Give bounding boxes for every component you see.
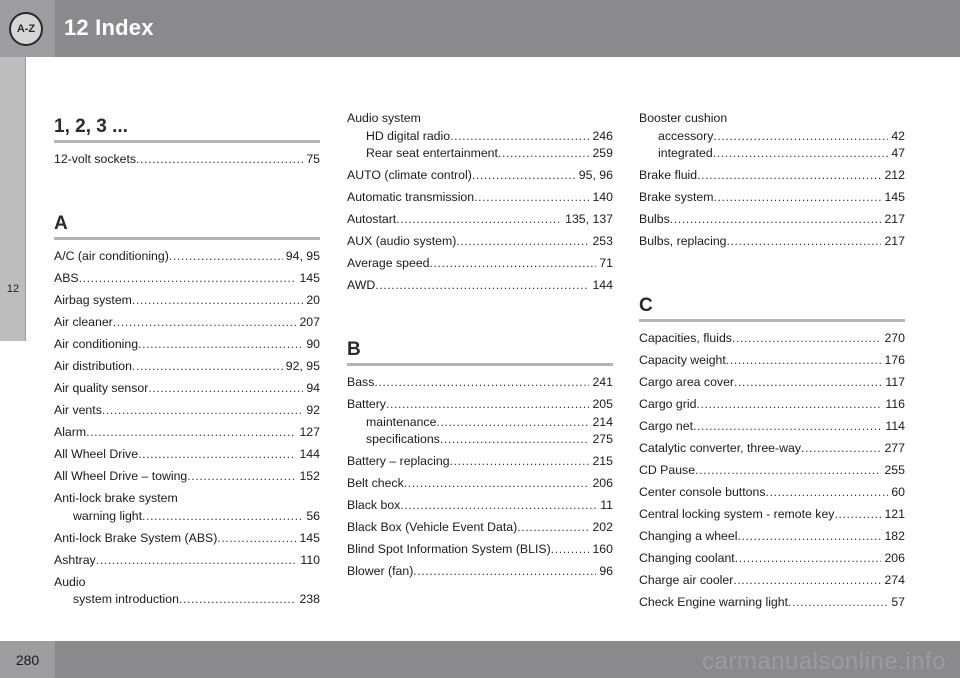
page-ref[interactable]: 56: [306, 508, 320, 523]
dot-leader: [834, 506, 881, 524]
dot-leader: [734, 374, 882, 392]
index-entry: [639, 189, 905, 211]
index-entry: [639, 396, 905, 418]
entry-text: Changing a wheel: [639, 529, 738, 543]
page-ref[interactable]: 127: [299, 425, 320, 439]
index-entry-line: [347, 475, 613, 493]
entry-text: Average speed: [347, 256, 430, 270]
dot-leader: [374, 374, 589, 392]
entry-text: Battery: [347, 397, 386, 411]
index-entry-line: [347, 453, 613, 471]
index-entry-line: [347, 189, 613, 207]
index-entry: [347, 563, 613, 585]
entry-text: Brake system: [639, 190, 714, 204]
dot-leader: [138, 446, 296, 464]
index-entry: [347, 211, 613, 233]
index-entry-line: [54, 574, 320, 592]
index-entry-line: [54, 358, 320, 376]
dot-leader: [132, 292, 303, 310]
index-entry-line: [639, 418, 905, 436]
index-entry: [54, 358, 320, 380]
index-entry-line: [347, 396, 613, 414]
dot-leader: [440, 431, 590, 449]
index-column-2: [347, 110, 613, 585]
index-entry: [639, 418, 905, 440]
index-column-3: [639, 110, 905, 616]
page-ref[interactable]: 116: [885, 397, 905, 411]
page-ref[interactable]: 95, 96: [578, 168, 613, 182]
page-ref[interactable]: 42: [891, 128, 905, 143]
entry-text: Blower (fan): [347, 564, 414, 578]
index-entry: [54, 446, 320, 468]
index-entry: [54, 552, 320, 574]
index-entry: [639, 167, 905, 189]
page-ref[interactable]: 114: [885, 419, 905, 433]
index-entry-line: [54, 270, 320, 288]
dot-leader: [474, 189, 589, 207]
entry-text: Capacity weight: [639, 353, 726, 367]
page-ref[interactable]: 110: [300, 552, 320, 567]
page-ref[interactable]: 145: [299, 271, 320, 285]
dot-leader: [517, 519, 589, 537]
index-entry-line: [639, 167, 905, 185]
page-ref[interactable]: 94: [306, 381, 320, 395]
page-ref[interactable]: 253: [592, 234, 613, 248]
dot-leader: [696, 396, 882, 414]
entry-text: AUTO (climate control): [347, 168, 472, 182]
dot-leader: [400, 497, 597, 515]
index-entry: [54, 490, 320, 530]
entry-text: Black Box (Vehicle Event Data): [347, 520, 518, 534]
entry-text: CD Pause: [639, 463, 696, 477]
entry-text: Bass: [347, 375, 375, 389]
dot-leader: [713, 189, 881, 207]
dot-leader: [436, 414, 589, 432]
index-entry: [54, 270, 320, 292]
index-entry: [54, 151, 320, 173]
page-ref[interactable]: 92: [306, 403, 320, 417]
entry-text: Black box: [347, 498, 401, 512]
index-entry: [54, 314, 320, 336]
section-spacer: [54, 173, 320, 207]
a-z-icon: A-Z: [9, 12, 43, 46]
section-heading: B: [347, 333, 613, 366]
index-entry-line: [347, 110, 613, 128]
entry-text: Cargo grid: [639, 397, 697, 411]
index-entry-line: [347, 497, 613, 515]
page-ref[interactable]: 214: [592, 414, 613, 429]
entry-text: Catalytic converter, three-way: [639, 441, 801, 455]
entry-text: integrated: [658, 146, 713, 160]
entry-text: HD digital radio: [366, 128, 451, 143]
page-ref[interactable]: 274: [884, 573, 905, 587]
index-entry: [347, 453, 613, 475]
entry-text: All Wheel Drive: [54, 447, 139, 461]
page-ref[interactable]: 160: [592, 542, 613, 556]
dot-leader: [132, 358, 283, 376]
dot-leader: [375, 277, 589, 295]
page-ref[interactable]: 176: [884, 353, 905, 367]
index-entry: [347, 167, 613, 189]
entry-text: Brake fluid: [639, 168, 698, 182]
dot-leader: [450, 128, 589, 146]
dot-leader: [450, 453, 590, 471]
index-entry: [54, 380, 320, 402]
entry-text: Alarm: [54, 425, 87, 439]
entry-text: Automatic transmission: [347, 190, 475, 204]
entry-text: ABS: [54, 271, 79, 285]
index-entry: [639, 594, 905, 616]
index-entry-line: [54, 248, 320, 266]
dot-leader: [801, 440, 881, 458]
entry-text: Audio: [54, 574, 86, 589]
index-entry-line: [347, 255, 613, 273]
dot-leader: [713, 128, 888, 146]
entry-text: Cargo area cover: [639, 375, 735, 389]
chapter-side-tab[interactable]: [0, 57, 26, 341]
index-entry-line: [639, 550, 905, 568]
page-ref[interactable]: 57: [891, 595, 905, 609]
index-entry-line: [54, 151, 320, 169]
page-ref[interactable]: 135, 137: [565, 212, 613, 226]
dot-leader: [472, 167, 576, 185]
page-ref[interactable]: 90: [306, 337, 320, 351]
side-tab-label: 12: [6, 283, 20, 295]
entry-text: Capacities, fluids: [639, 331, 732, 345]
section-heading: 1, 2, 3 ...: [54, 110, 320, 143]
index-entry: [54, 248, 320, 270]
index-entry-line: [347, 563, 613, 581]
dot-leader: [86, 424, 296, 442]
index-entry-line: [347, 233, 613, 251]
entry-text: Charge air cooler: [639, 573, 734, 587]
entry-text: Battery – replacing: [347, 454, 450, 468]
index-entry: [54, 292, 320, 314]
entry-text: Ashtray: [54, 552, 96, 567]
dot-leader: [386, 396, 590, 414]
index-entry: [639, 211, 905, 233]
index-entry: [54, 574, 320, 614]
dot-leader: [695, 462, 881, 480]
entry-text: All Wheel Drive – towing: [54, 469, 188, 483]
page-ref[interactable]: 75: [306, 152, 320, 166]
index-entry-line: [347, 277, 613, 295]
page-ref[interactable]: 20: [306, 293, 320, 307]
index-subentry: [639, 128, 905, 146]
index-entry: [54, 424, 320, 446]
index-entry: [639, 484, 905, 506]
index-entry-line: [347, 541, 613, 559]
dot-leader: [413, 563, 596, 581]
index-entry: [639, 110, 905, 167]
section-spacer: [347, 299, 613, 333]
page-ref[interactable]: 206: [884, 551, 905, 565]
index-entry: [639, 462, 905, 484]
page-ref[interactable]: 202: [592, 520, 613, 534]
dot-leader: [142, 508, 303, 526]
index-entry: [347, 475, 613, 497]
page-footer: [0, 641, 960, 678]
entry-text: warning light: [73, 508, 143, 523]
entry-text: Airbag system: [54, 293, 132, 307]
index-entry-line: [347, 519, 613, 537]
entry-text: Anti-lock Brake System (ABS): [54, 530, 218, 545]
dot-leader: [670, 211, 882, 229]
page-ref[interactable]: 182: [884, 529, 905, 543]
page-ref[interactable]: 246: [592, 128, 613, 143]
index-subentry: [639, 145, 905, 163]
dot-leader: [113, 314, 297, 332]
entry-text: Booster cushion: [639, 111, 728, 125]
page-ref[interactable]: 275: [592, 432, 613, 446]
dot-leader: [726, 352, 882, 370]
index-entry-line: [639, 528, 905, 546]
index-entry: [639, 550, 905, 572]
dot-leader: [732, 330, 882, 348]
index-entry-line: [54, 314, 320, 332]
index-entry: [347, 374, 613, 396]
page-ref[interactable]: 145: [299, 530, 320, 545]
dot-leader: [551, 541, 590, 559]
dot-leader: [693, 418, 882, 436]
page-ref[interactable]: 238: [299, 592, 320, 606]
index-entry: [639, 374, 905, 396]
page-ref[interactable]: 11: [600, 498, 613, 512]
index-entry: [347, 255, 613, 277]
index-subentry: [347, 414, 613, 432]
page-ref[interactable]: 96: [599, 564, 613, 578]
dot-leader: [148, 380, 303, 398]
entry-text: specifications: [366, 432, 440, 446]
page-ref[interactable]: 215: [592, 454, 613, 468]
entry-text: maintenance: [366, 414, 437, 429]
index-entry-line: [639, 374, 905, 392]
index-entry-line: [347, 167, 613, 185]
entry-text: Blind Spot Information System (BLIS): [347, 542, 551, 556]
index-entry-line: [54, 530, 320, 548]
index-entry-line: [54, 336, 320, 354]
index-entry-line: [639, 440, 905, 458]
entry-text: Anti-lock brake system: [54, 491, 178, 505]
page-ref[interactable]: 144: [299, 447, 320, 461]
page-ref[interactable]: 117: [885, 375, 905, 389]
index-entry: [639, 528, 905, 550]
dot-leader: [498, 145, 590, 163]
dot-leader: [430, 255, 597, 273]
index-entry-line: [639, 233, 905, 251]
entry-text: Check Engine warning light: [639, 595, 789, 609]
page-ref[interactable]: 241: [592, 375, 613, 389]
entry-text: Belt check: [347, 476, 404, 490]
page-ref[interactable]: 144: [592, 278, 613, 292]
page-ref[interactable]: 121: [884, 507, 905, 521]
dot-leader: [735, 550, 882, 568]
entry-text: Cargo net: [639, 419, 694, 433]
index-subentry: [347, 128, 613, 146]
entry-text: system introduction: [73, 592, 179, 606]
index-entry: [347, 189, 613, 211]
page-header: [0, 0, 960, 57]
index-entry-line: [54, 552, 320, 570]
index-entry: [54, 530, 320, 552]
page-ref[interactable]: 60: [891, 485, 905, 499]
index-entry: [639, 572, 905, 594]
index-entry-line: [639, 110, 905, 128]
index-entry-line: [639, 484, 905, 502]
entry-text: Rear seat entertainment: [366, 146, 498, 160]
dot-leader: [765, 484, 888, 502]
dot-leader: [187, 468, 296, 486]
index-entry-line: [54, 402, 320, 420]
entry-text: Changing coolant: [639, 551, 735, 565]
dot-leader: [396, 211, 562, 229]
index-entry-line: [347, 374, 613, 392]
page-ref[interactable]: 259: [592, 146, 613, 160]
index-entry: [639, 440, 905, 462]
index-subentry: [347, 431, 613, 449]
entry-text: A/C (air conditioning): [54, 249, 169, 263]
dot-leader: [138, 336, 303, 354]
section-heading: C: [639, 289, 905, 322]
index-entry-line: [639, 572, 905, 590]
entry-text: Bulbs, replacing: [639, 234, 727, 248]
dot-leader: [404, 475, 590, 493]
index-entry: [639, 233, 905, 255]
dot-leader: [179, 591, 297, 609]
dot-leader: [136, 151, 303, 169]
chapter-badge: [0, 0, 55, 57]
index-entry-line: [639, 506, 905, 524]
entry-text: Bulbs: [639, 212, 670, 226]
dot-leader: [169, 248, 283, 266]
index-entry: [347, 233, 613, 255]
entry-text: 12-volt sockets: [54, 152, 137, 166]
page-ref[interactable]: 217: [884, 212, 905, 226]
dot-leader: [788, 594, 888, 612]
index-subentry: [347, 145, 613, 163]
dot-leader: [713, 145, 889, 163]
page-ref[interactable]: 205: [592, 397, 613, 411]
index-entry: [347, 541, 613, 563]
entry-text: Air conditioning: [54, 337, 139, 351]
index-entry-line: [639, 594, 905, 612]
page-ref[interactable]: 145: [884, 190, 905, 204]
dot-leader: [217, 530, 296, 548]
index-entry: [54, 468, 320, 490]
dot-leader: [737, 528, 881, 546]
section-spacer: [639, 255, 905, 289]
index-entry-line: [54, 424, 320, 442]
index-entry: [347, 497, 613, 519]
entry-text: Air cleaner: [54, 315, 113, 329]
index-entry: [347, 110, 613, 167]
entry-text: Central locking system - remote key: [639, 507, 835, 521]
index-entry-line: [639, 396, 905, 414]
watermark: carmanualsonline.info: [702, 648, 946, 675]
index-entry-line: [347, 211, 613, 229]
index-entry-line: [54, 490, 320, 508]
index-entry: [347, 396, 613, 453]
dot-leader: [102, 402, 303, 420]
page-ref[interactable]: 212: [884, 168, 905, 182]
index-entry: [54, 402, 320, 424]
index-entry-line: [639, 211, 905, 229]
index-entry: [639, 352, 905, 374]
page-ref[interactable]: 140: [592, 190, 613, 204]
index-entry: [347, 519, 613, 541]
page-ref[interactable]: 270: [884, 331, 905, 345]
dot-leader: [96, 552, 298, 570]
entry-text: Air vents: [54, 403, 102, 417]
entry-text: Audio system: [347, 111, 421, 125]
page-ref[interactable]: 255: [884, 463, 905, 477]
index-entry-line: [54, 292, 320, 310]
page-number: 280: [0, 641, 55, 678]
index-entry: [347, 277, 613, 299]
page-ref[interactable]: 152: [299, 469, 320, 483]
entry-text: Center console buttons: [639, 485, 766, 499]
index-subentry: [54, 508, 320, 526]
entry-text: AUX (audio system): [347, 234, 457, 248]
page-ref[interactable]: 71: [599, 256, 613, 270]
entry-text: accessory: [658, 128, 714, 143]
index-entry-line: [639, 462, 905, 480]
dot-leader: [727, 233, 882, 251]
entry-text: Autostart: [347, 212, 397, 226]
entry-text: Air quality sensor: [54, 381, 149, 395]
dot-leader: [697, 167, 881, 185]
index-column-1: [54, 110, 320, 613]
index-entry: [639, 330, 905, 352]
dot-leader: [456, 233, 589, 251]
section-heading: A: [54, 207, 320, 240]
page-ref[interactable]: 47: [891, 146, 905, 160]
dot-leader: [733, 572, 881, 590]
page-ref[interactable]: 92, 95: [285, 359, 320, 373]
page-title: 12 Index: [64, 15, 154, 40]
dot-leader: [79, 270, 297, 288]
index-entry: [54, 336, 320, 358]
page-ref[interactable]: 207: [299, 315, 320, 329]
page-ref[interactable]: 217: [884, 234, 905, 248]
index-entry-line: [54, 380, 320, 398]
index-subentry: [54, 591, 320, 609]
page-ref[interactable]: 206: [592, 476, 613, 490]
entry-text: Air distribution: [54, 359, 132, 373]
index-entry-line: [639, 189, 905, 207]
page-ref[interactable]: 94, 95: [285, 249, 320, 263]
entry-text: AWD: [347, 278, 376, 292]
index-entry-line: [54, 446, 320, 464]
page-ref[interactable]: 277: [884, 441, 905, 455]
index-entry-line: [639, 352, 905, 370]
index-entry-line: [639, 330, 905, 348]
index-entry: [639, 506, 905, 528]
index-entry-line: [54, 468, 320, 486]
